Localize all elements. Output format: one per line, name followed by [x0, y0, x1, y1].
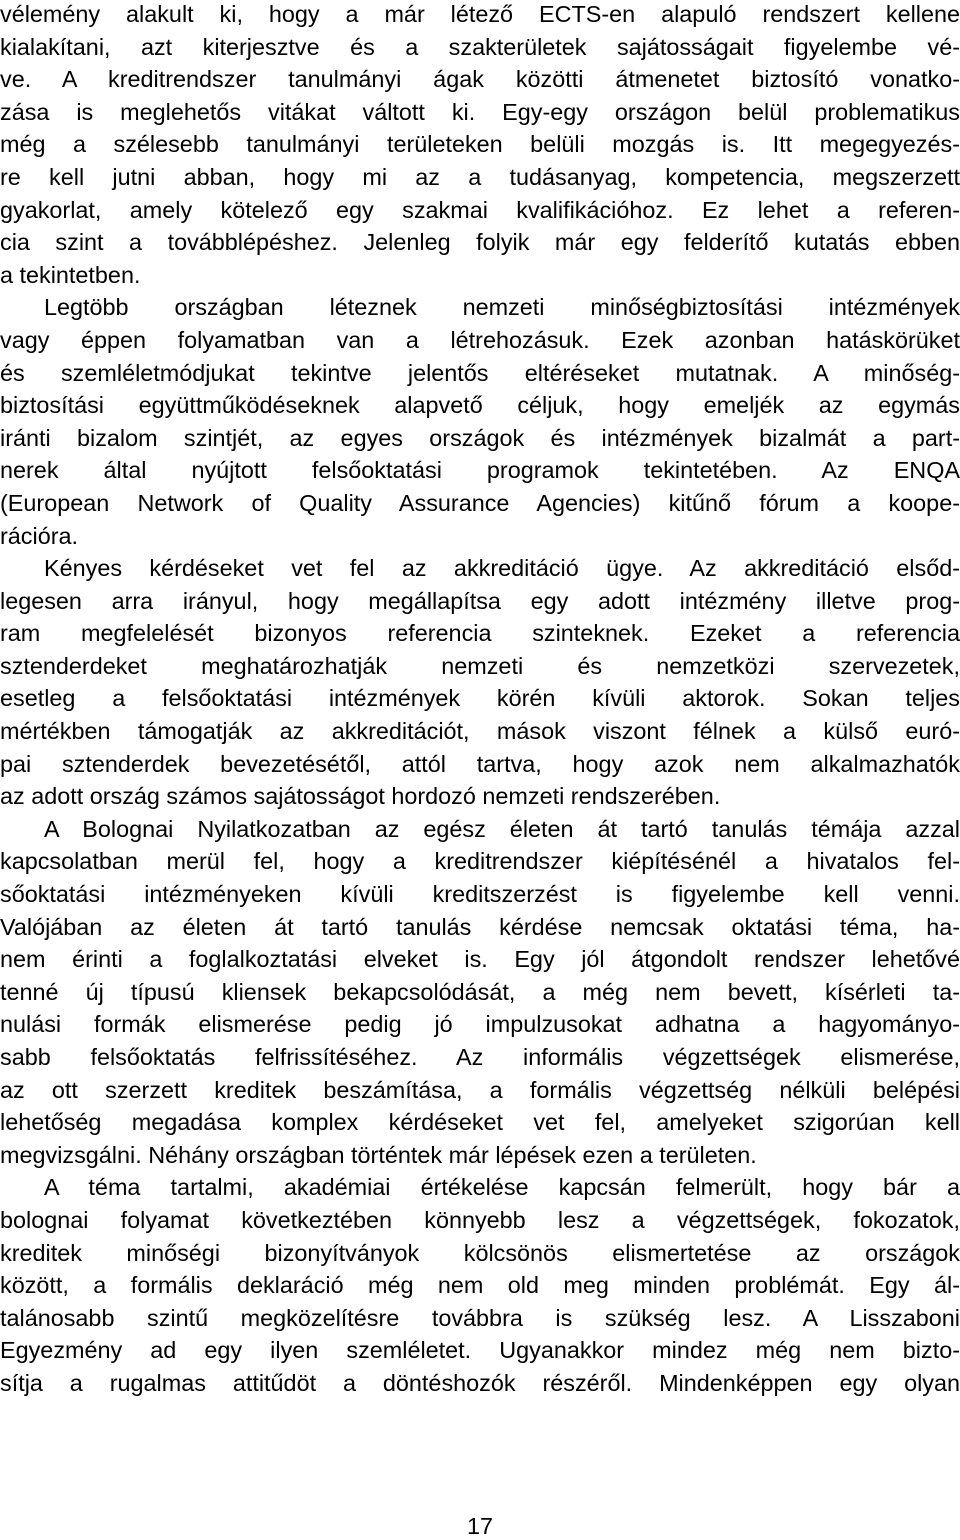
text-line: zása is meglehetős vitákat váltott ki. Egy-egy országon belül problematikus: [0, 98, 960, 125]
text-line: ram megfelelését bizonyos referencia szinteknek. Ezeket a referencia: [0, 620, 960, 647]
paragraph: [0, 813, 960, 1172]
text-line: sőoktatási intézményeken kívüli kreditszerzést is figyelembe kell venni.: [0, 881, 960, 908]
text-line: rációra.: [0, 522, 78, 549]
text-line: sítja a rugalmas attitűdöt a döntéshozók részéről. Mindenképpen egy olyan: [0, 1369, 960, 1396]
text-line: biztosítási együttműködéseknek alapvető céljuk, hogy emeljék az egymás: [0, 392, 960, 419]
text-line: talánosabb szintű megközelítésre továbbra is szükség lesz. A Lisszaboni: [0, 1304, 960, 1331]
text-line: tenné új típusú kliensek bekapcsolódását, a még nem bevett, kísérleti ta-: [0, 978, 960, 1005]
text-line: legesen arra irányul, hogy megállapítsa egy adott intézmény illetve prog-: [0, 587, 960, 614]
text-line: mértékben támogatják az akkreditációt, mások viszont félnek a külső euró-: [0, 718, 960, 745]
text-line: iránti bizalom szintjét, az egyes országok és intézmények bizalmát a part-: [0, 424, 960, 451]
text-line: A Bolognai Nyilatkozatban az egész életen át tartó tanulás témája azzal: [44, 815, 960, 842]
text-line: ve. A kreditrendszer tanulmányi ágak közötti átmenetet biztosító vonatko-: [0, 66, 960, 93]
text-line: az adott ország számos sajátosságot hordozó nemzeti rendszerében.: [0, 783, 721, 810]
text-line: esetleg a felsőoktatási intézmények körén kívüli aktorok. Sokan teljes: [0, 685, 960, 712]
text-line: lehetőség megadása komplex kérdéseket vet fel, amelyeket szigorúan kell: [0, 1109, 960, 1136]
text-line: sabb felsőoktatás felfrissítéséhez. Az informális végzettségek elismerése,: [0, 1044, 960, 1070]
text-line: vélemény alakult ki, hogy a már létező ECTS-en alapuló rendszert kellene: [0, 1, 960, 27]
text-line: kialakítani, azt kiterjesztve és a szakterületek sajátosságait figyelembe vé-: [0, 33, 960, 60]
text-line: gyakorlat, amely kötelező egy szakmai kvalifikációhoz. Ez lehet a referen-: [0, 196, 960, 223]
text-line: nem érinti a foglalkoztatási elveket is. Egy jól átgondolt rendszer lehetővé: [0, 946, 960, 973]
text-line: (European Network of Quality Assurance Agencies) kitűnő fórum a koope-: [0, 489, 960, 516]
text-line: bolognai folyamat következtében könnyebb lesz a végzettségek, fokozatok,: [0, 1206, 960, 1233]
paragraph: [0, 1171, 960, 1399]
text-line: A téma tartalmi, akadémiai értékelése kapcsán felmerült, hogy bár a: [44, 1174, 960, 1201]
text-line: között, a formális deklaráció még nem old meg minden problémát. Egy ál-: [0, 1272, 960, 1299]
text-line: cia szint a továbblépéshez. Jelenleg folyik már egy felderítő kutatás ebben: [0, 229, 960, 256]
page-number: 17: [466, 1513, 494, 1539]
text-line: nerek által nyújtott felsőoktatási programok tekintetében. Az ENQA: [0, 457, 960, 484]
text-line: nulási formák elismerése pedig jó impulzusokat adhatna a hagyományo-: [0, 1011, 960, 1038]
text-line: és szemléletmódjukat tekintve jelentős eltéréseket mutatnak. A minőség-: [0, 359, 960, 386]
text-line: Egyezmény ad egy ilyen szemléletet. Ugyanakkor mindez még nem bizto-: [0, 1337, 960, 1364]
paragraph: [0, 552, 960, 813]
text-line: sztenderdeket meghatározhatják nemzeti és nemzetközi szervezetek,: [0, 652, 960, 679]
text-line: az ott szerzett kreditek beszámítása, a formális végzettség nélküli belépési: [0, 1076, 960, 1103]
paragraph: [0, 0, 960, 291]
text-line: a tekintetben.: [0, 261, 141, 288]
text-line: pai sztenderdek bevezetésétől, attól tartva, hogy azok nem alkalmazhatók: [0, 750, 960, 777]
text-line: kapcsolatban merül fel, hogy a kreditrendszer kiépítésénél a hivatalos fel-: [0, 848, 960, 875]
text-line: kreditek minőségi bizonyítványok kölcsönös elismertetése az országok: [0, 1239, 960, 1266]
text-line: Legtöbb országban léteznek nemzeti minőségbiztosítási intézmények: [44, 294, 960, 321]
text-line: vagy éppen folyamatban van a létrehozásuk. Ezek azonban hatáskörüket: [0, 326, 960, 353]
text-line: Kényes kérdéseket vet fel az akkreditáció ügye. Az akkreditáció elsőd-: [44, 555, 960, 582]
text-line: megvizsgálni. Néhány országban történtek már lépések ezen a területen.: [0, 1141, 757, 1168]
paragraph: [0, 291, 960, 552]
text-line: re kell jutni abban, hogy mi az a tudásanyag, kompetencia, megszerzett: [0, 163, 960, 190]
text-line: Valójában az életen át tartó tanulás kérdése nemcsak oktatási téma, ha-: [0, 913, 960, 940]
text-line: még a szélesebb tanulmányi területeken belüli mozgás is. Itt megegyezés-: [0, 131, 960, 158]
